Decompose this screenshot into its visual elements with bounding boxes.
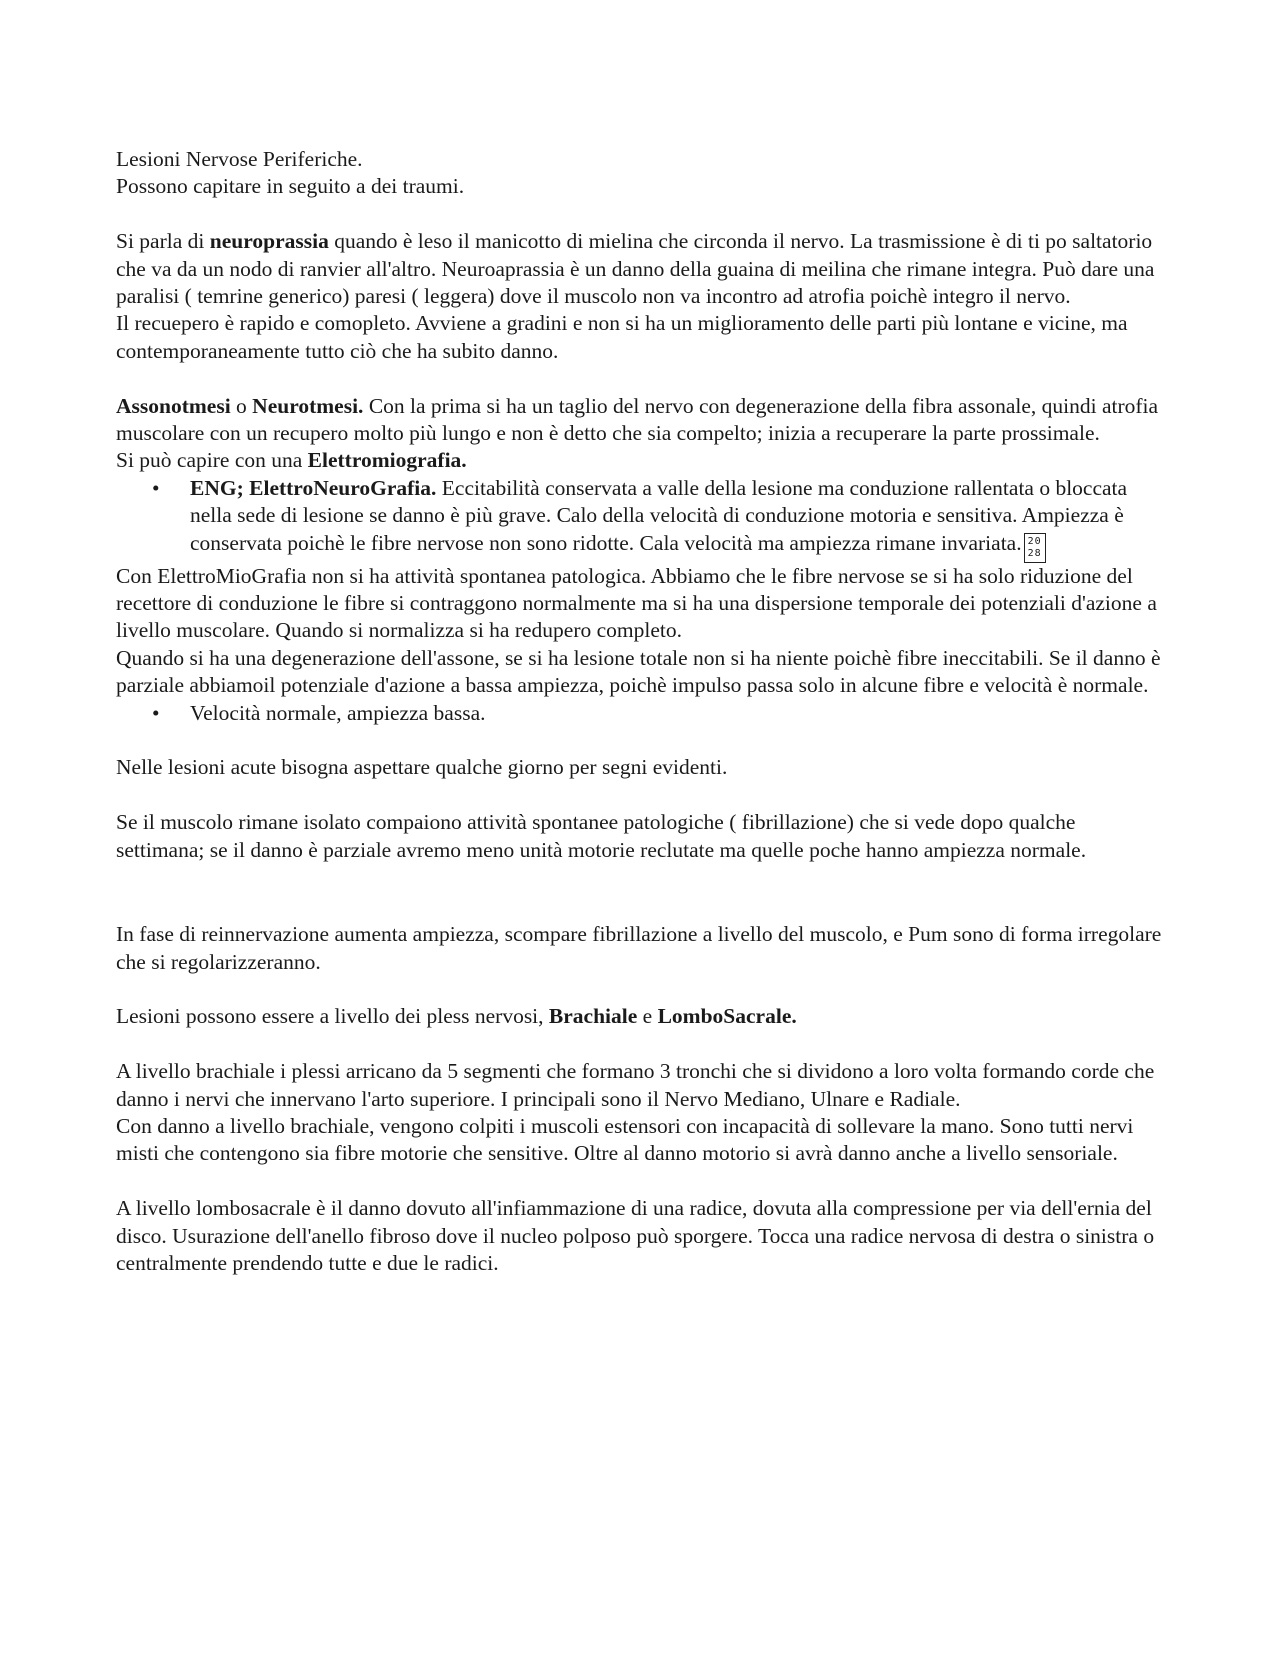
- reinnervation-paragraph: In fase di reinnervazione aumenta ampiezza, scompare fibrillazione a livello del muscolo, e Pum sono di forma irregolare che si regolarizzeranno.: [116, 922, 1162, 974]
- neuroprassia-paragraph: [116, 228, 1162, 310]
- eng-bullet-list: [116, 475, 1162, 563]
- list-item: • Velocità normale, ampiezza bassa.: [190, 700, 1162, 727]
- document-title: Lesioni Nervose Periferiche.: [116, 147, 363, 171]
- eng-term: ENG; ElettroNeuroGrafia.: [190, 475, 437, 500]
- neuroprassia-text: quando è leso il manicotto di mielina che circonda il nervo. La trasmissione è di ti po saltatorio che va da un nodo di ranvier all'altro. Neuroaprassia è un danno della guaina di meilina che rimane integra. Può dare una paralisi ( temrine generico) paresi ( leggera) dove il muscolo non va incontro ad atrofia poichè integro il nervo.: [116, 229, 1155, 309]
- emg-paragraph: Con ElettroMioGrafia non si ha attività spontanea patologica. Abbiamo che le fibre nervose se si ha solo riduzione del recettore di conduzione le fibre si contraggono normalmente ma si ha una dispersione temporale dei potenziali d'azione a livello muscolare. Quando si normalizza si ha redupero completo.: [116, 563, 1157, 643]
- neuroprassia-pre: Si parla di: [116, 229, 210, 254]
- paragraph-gap: [116, 864, 1162, 921]
- assonotmesi-text: Con la prima si ha un taglio del nervo con degenerazione della fibra assonale, quindi atrofia muscolare con un recupero molto più lungo e non è detto che sia compelto; inizia a recuperare la parte prossimale.: [116, 393, 1159, 446]
- emg-intro-line: [116, 447, 1162, 474]
- paragraph-gap: [116, 365, 1162, 392]
- paragraph-gap: [116, 1031, 1162, 1058]
- neurotmesi-term: Neurotmesi.: [252, 393, 364, 418]
- elettromiografia-term: Elettromiografia.: [307, 448, 467, 473]
- brachial-damage-paragraph: Con danno a livello brachiale, vengono colpiti i muscoli estensori con incapacità di sollevare la mano. Sono tutti nervi misti che contengono sia fibre motorie che sensitive. Oltre al danno motorio si avrà danno anche a livello sensoriale.: [116, 1113, 1134, 1166]
- recovery-paragraph: Il recuepero è rapido e comopleto. Avviene a gradini e non si ha un miglioramento delle parti più lontane e vicine, ma contemporaneamente tutto ciò che ha subito danno.: [116, 311, 1128, 363]
- lombosacrale-term: LomboSacrale.: [657, 1004, 797, 1029]
- list-item: [190, 475, 1162, 563]
- document-page: [116, 146, 1162, 1277]
- unknown-glyph-icon: 20 28: [1024, 533, 1046, 563]
- plexus-conj: e: [637, 1004, 658, 1029]
- paragraph-gap: [116, 782, 1162, 809]
- intro-paragraph: Possono capitare in seguito a dei traumi.: [116, 174, 465, 199]
- brachial-paragraph: A livello brachiale i plessi arricano da 5 segmenti che formano 3 tronchi che si dividono a loro volta formando corde che danno i nervi che innervano l'arto superiore. I principali sono il Nervo Mediano, Ulnare e Radiale.: [116, 1059, 1155, 1111]
- paragraph-gap: [116, 1168, 1162, 1195]
- velocity-bullet-list: [116, 700, 1162, 727]
- emg-intro-pre: Si può capire con una: [116, 448, 308, 473]
- assonotmesi-paragraph: [116, 393, 1162, 448]
- plexus-pre: Lesioni possono essere a livello dei pless nervosi,: [116, 1004, 549, 1029]
- degeneration-paragraph: Quando si ha una degenerazione dell'assone, se si ha lesione totale non si ha niente poichè fibre ineccitabili. Se il danno è parziale abbiamoil potenziale d'azione a bassa ampiezza, poichè impulso passa solo in alcune fibre e velocità è normale.: [116, 645, 1161, 698]
- paragraph-gap: [116, 201, 1162, 228]
- brachiale-term: Brachiale: [548, 1004, 638, 1029]
- isolated-muscle-paragraph: Se il muscolo rimane isolato compaiono attività spontanee patologiche ( fibrillazione) che si vede dopo qualche settimana; se il danno è parziale avremo meno unità motorie reclutate ma quelle poche hanno ampiezza normale.: [116, 810, 1087, 862]
- paragraph-gap: [116, 727, 1162, 754]
- assonotmesi-term: Assonotmesi: [116, 393, 231, 418]
- acute-paragraph: Nelle lesioni acute bisogna aspettare qualche giorno per segni evidenti.: [116, 755, 728, 780]
- lumbosacral-paragraph: A livello lombosacrale è il danno dovuto all'infiammazione di una radice, dovuta alla compressione per via dell'ernia del disco. Usurazione dell'anello fibroso dove il nucleo polposo può sporgere. Tocca una radice nervosa di destra o sinistra o centralmente prendendo tutte e due le radici.: [116, 1196, 1155, 1275]
- neuroprassia-term: neuroprassia: [209, 229, 329, 254]
- assonotmesi-conj: o: [230, 393, 253, 418]
- eng-text: Eccitabilità conservata a valle della lesione ma conduzione rallentata o bloccata nella sede di lesione se danno è più grave. Calo della velocità di conduzione motoria e sensitiva. Ampiezza è conservata poichè le fibre nervose non sono ridotte. Cala velocità ma ampiezza rimane invariata.: [190, 475, 1128, 555]
- plexus-paragraph: [116, 1003, 1162, 1030]
- paragraph-gap: [116, 976, 1162, 1003]
